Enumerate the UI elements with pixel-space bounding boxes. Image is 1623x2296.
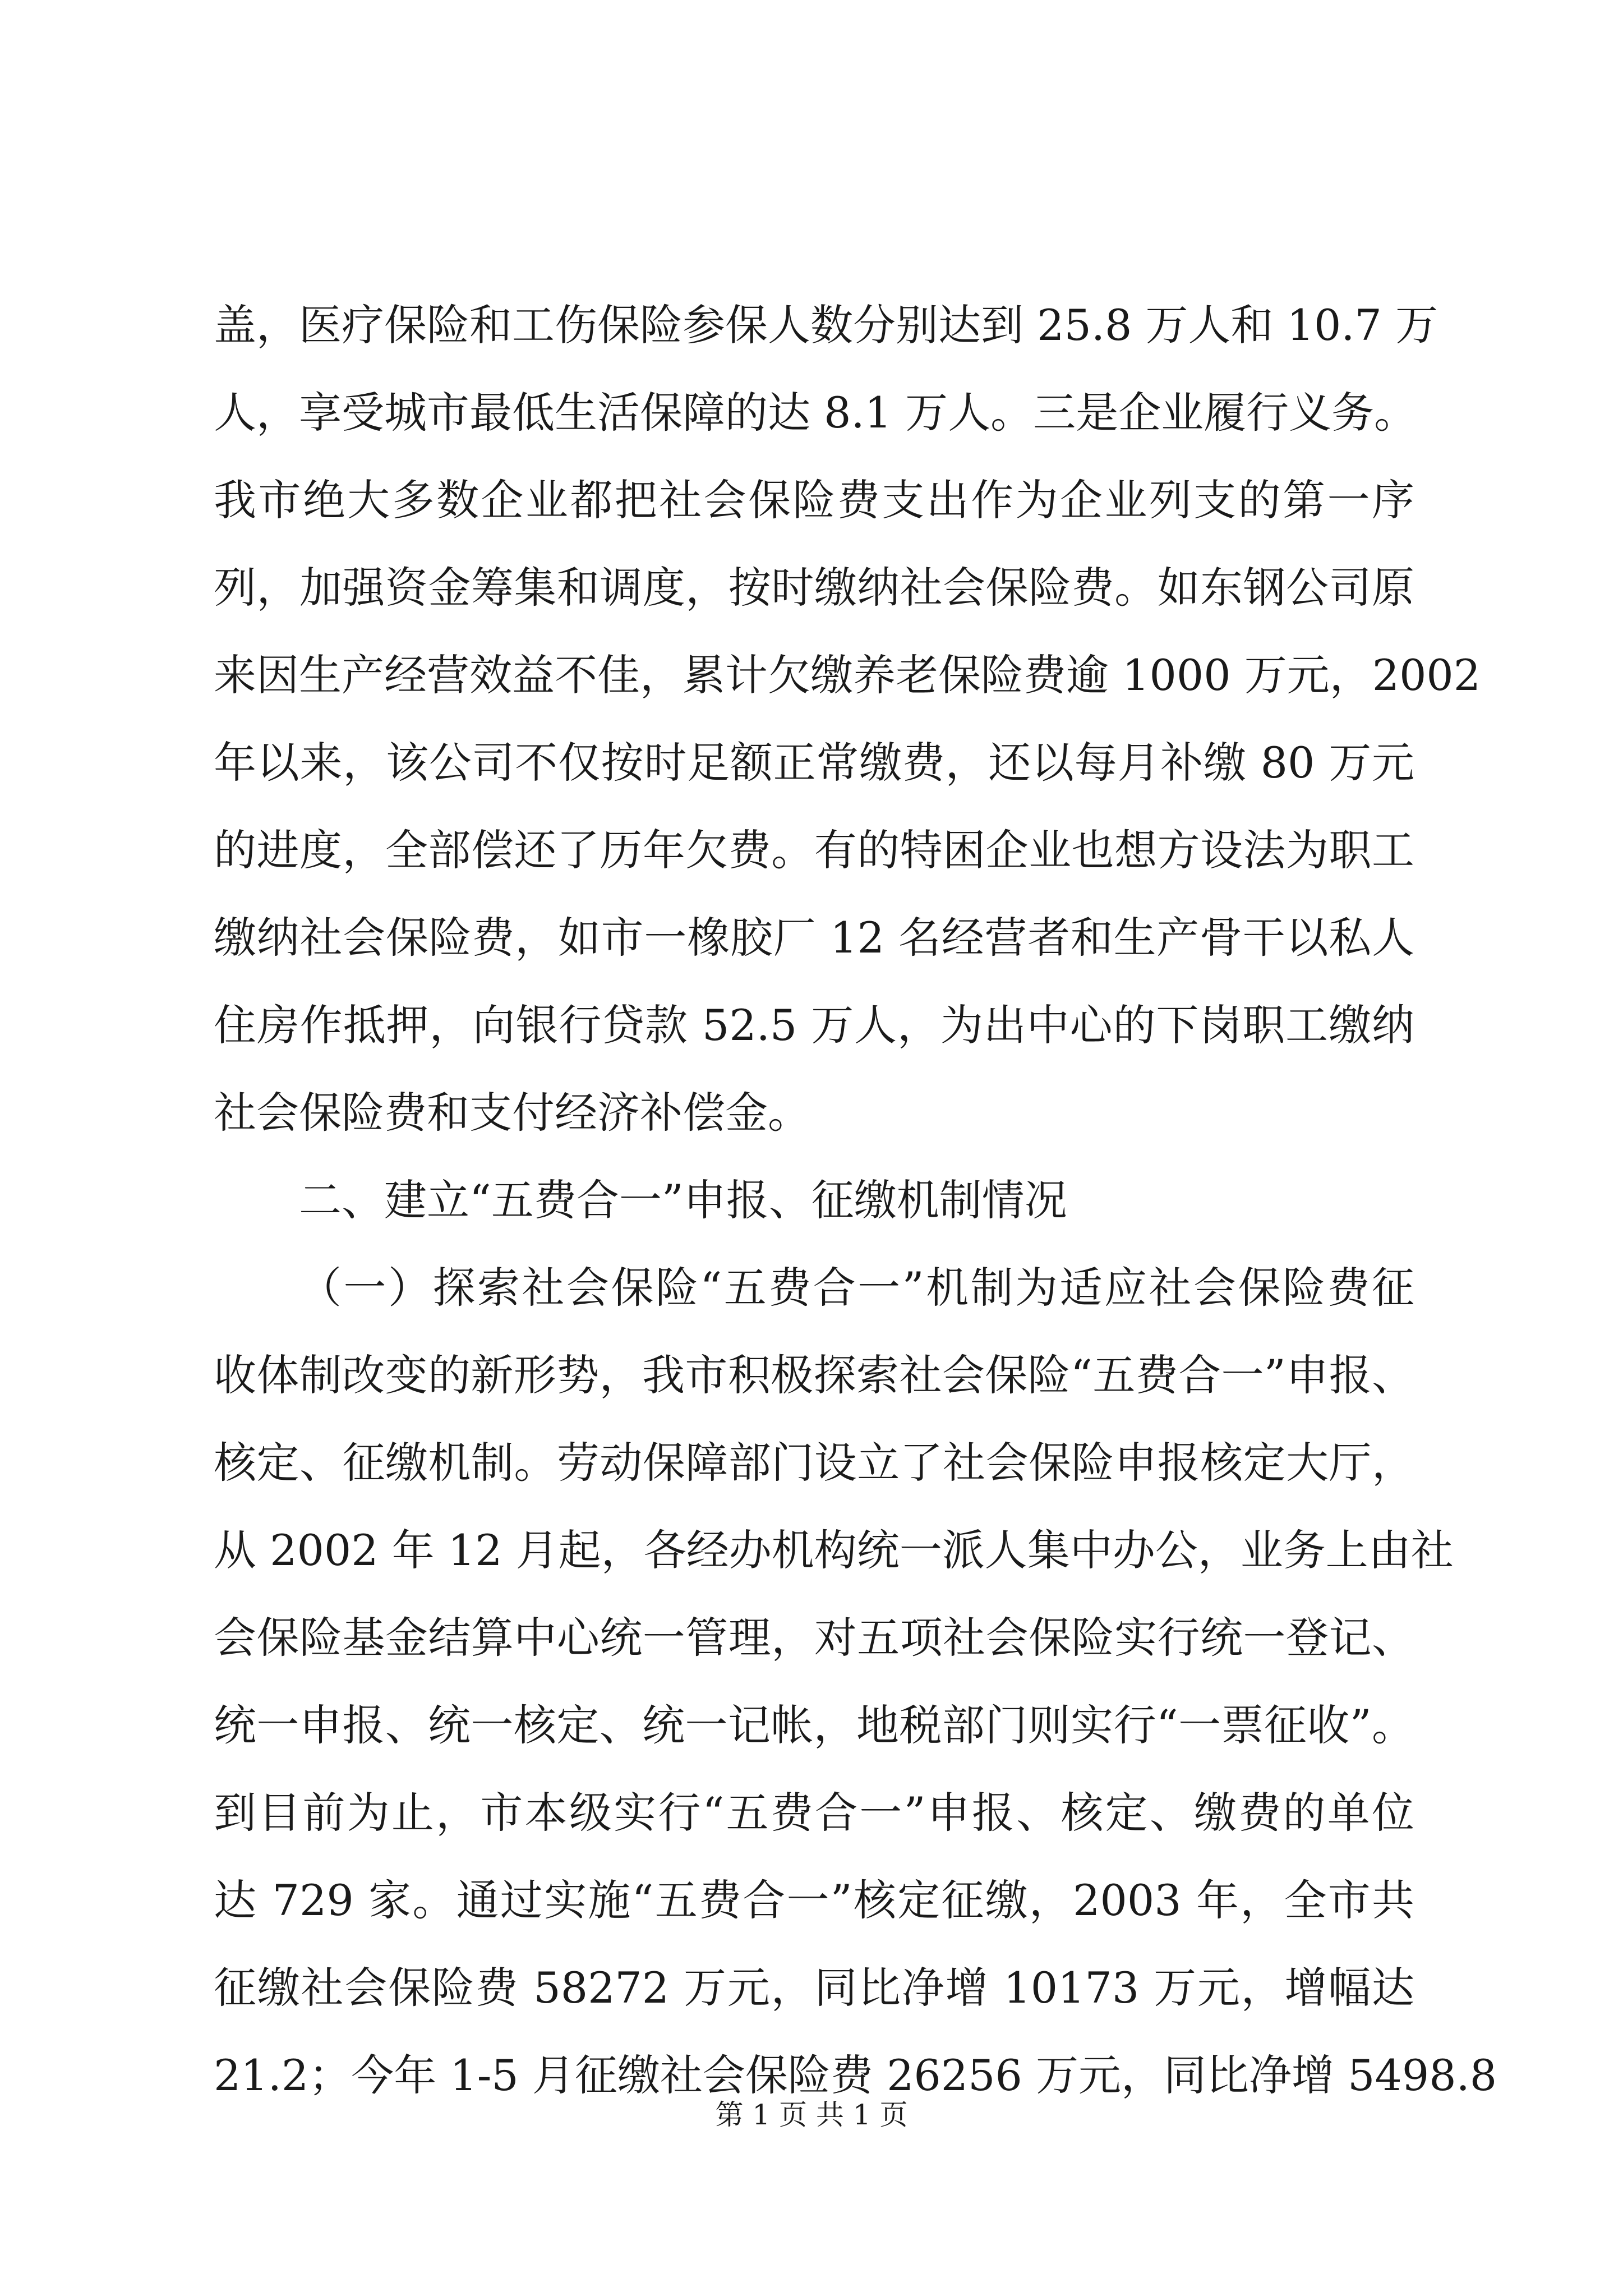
text-line: 缴纳社会保险费，如市一橡胶厂 12 名经营者和生产骨干以私人	[214, 913, 1414, 963]
text-line: 来因生产经营效益不佳，累计欠缴养老保险费逾 1000 万元，2002	[214, 650, 1481, 700]
text-line: 社会保险费和支付经济补偿金。	[214, 1088, 810, 1138]
text-line: 21.2；今年 1-5 月征缴社会保险费 26256 万元，同比净增 5498.8	[214, 2050, 1497, 2100]
section-heading: 二、建立“五费合一”申报、征缴机制情况	[299, 1175, 1067, 1225]
text-line: 收体制改变的新形势，我市积极探索社会保险“五费合一”申报、	[214, 1350, 1414, 1400]
text-line: （一）探索社会保险“五费合一”机制为适应社会保险费征	[299, 1263, 1414, 1313]
text-line: 达 729 家。通过实施“五费合一”核定征缴，2003 年，全市共	[214, 1875, 1414, 1925]
document-body	[214, 300, 1497, 2138]
text-line: 会保险基金结算中心统一管理，对五项社会保险实行统一登记、	[214, 1613, 1414, 1663]
text-line: 我市绝大多数企业都把社会保险费支出作为企业列支的第一序	[214, 475, 1414, 525]
text-line: 人，享受城市最低生活保障的达 8.1 万人。三是企业履行义务。	[214, 388, 1417, 438]
text-line: 从 2002 年 12 月起，各经办机构统一派人集中办公，业务上由社	[214, 1525, 1454, 1575]
text-line: 列，加强资金筹集和调度，按时缴纳社会保险费。如东钢公司原	[214, 563, 1414, 613]
text-line: 征缴社会保险费 58272 万元，同比净增 10173 万元，增幅达	[214, 1963, 1414, 2013]
page-footer: 第 1 页 共 1 页	[715, 2099, 908, 2131]
text-line: 的进度，全部偿还了历年欠费。有的特困企业也想方设法为职工	[214, 825, 1414, 875]
text-line: 盖，医疗保险和工伤保险参保人数分别达到 25.8 万人和 10.7 万	[214, 300, 1438, 350]
text-line: 到目前为止，市本级实行“五费合一”申报、核定、缴费的单位	[214, 1788, 1414, 1838]
text-line: 年以来，该公司不仅按时足额正常缴费，还以每月补缴 80 万元	[214, 738, 1414, 788]
text-line: 统一申报、统一核定、统一记帐，地税部门则实行“一票征收”。	[214, 1700, 1414, 1750]
text-line: 核定、征缴机制。劳动保障部门设立了社会保险申报核定大厅，	[214, 1438, 1414, 1488]
text-line: 住房作抵押，向银行贷款 52.5 万人，为出中心的下岗职工缴纳	[214, 1000, 1414, 1050]
